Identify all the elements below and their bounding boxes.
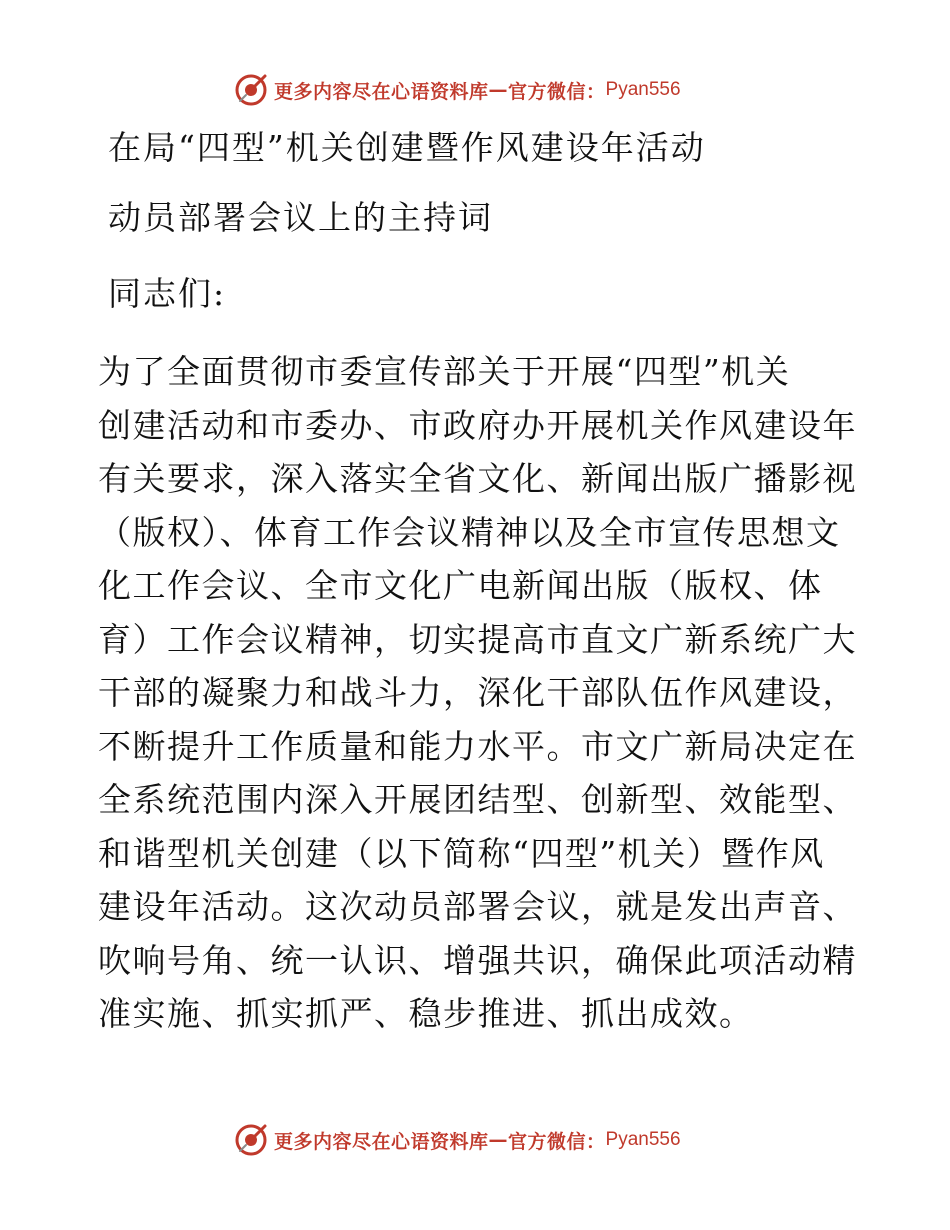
footer-watermark xyxy=(234,1120,734,1160)
body-line: 创建活动和市委办、市政府办开展机关作风建设年 xyxy=(98,405,857,445)
watermark-main-text: 更多内容尽在心语资料库 xyxy=(274,1130,489,1153)
brand-logo-icon xyxy=(234,1123,268,1157)
header-watermark xyxy=(234,70,734,110)
watermark-wechat-id: Pyan556 xyxy=(605,79,681,100)
body-line: （版权）、体育工作会议精神以及全市宣传思想文 xyxy=(98,512,841,552)
body-line: 育）工作会议精神，切实提高市直文广新系统广大 xyxy=(98,619,857,659)
body-line: 和谐型机关创建（以下简称“四型”机关）暨作风 xyxy=(98,833,825,873)
watermark-separator: — xyxy=(488,1129,509,1151)
watermark-main-text: 更多内容尽在心语资料库 xyxy=(274,80,489,103)
body-line: 化工作会议、全市文化广电新闻出版（版权、体 xyxy=(98,566,823,605)
body-line: 准实施、抓实抓严、稳步推进、抓出成效。 xyxy=(98,994,754,1033)
document-title-line-1: 在局“四型”机关创建暨作风建设年活动 xyxy=(108,128,706,167)
body-line: 不断提升工作质量和能力水平。市文广新局决定在 xyxy=(98,726,857,766)
salutation: 同志们: xyxy=(108,274,227,313)
watermark-wechat-id: Pyan556 xyxy=(605,1129,681,1150)
watermark-separator: — xyxy=(488,79,509,101)
body-line: 为了全面贯彻市委宣传部关于开展“四型”机关 xyxy=(98,352,791,391)
body-line: 建设年活动。这次动员部署会议，就是发出声音、 xyxy=(98,887,857,926)
watermark-official-label: 官方微信： xyxy=(508,1130,606,1153)
body-line: 有关要求，深入落实全省文化、新闻出版广播影视 xyxy=(98,459,857,498)
body-line: 干部的凝聚力和战斗力，深化干部队伍作风建设， xyxy=(98,673,857,712)
watermark-official-label: 官方微信： xyxy=(508,80,606,103)
brand-logo-icon xyxy=(234,73,268,107)
body-paragraph xyxy=(98,345,858,1041)
body-line: 全系统范围内深入开展团结型、创新型、效能型、 xyxy=(98,780,857,819)
document-title-line-2: 动员部署会议上的主持词 xyxy=(108,198,493,237)
body-line: 吹响号角、统一认识、增强共识，确保此项活动精 xyxy=(98,940,857,980)
